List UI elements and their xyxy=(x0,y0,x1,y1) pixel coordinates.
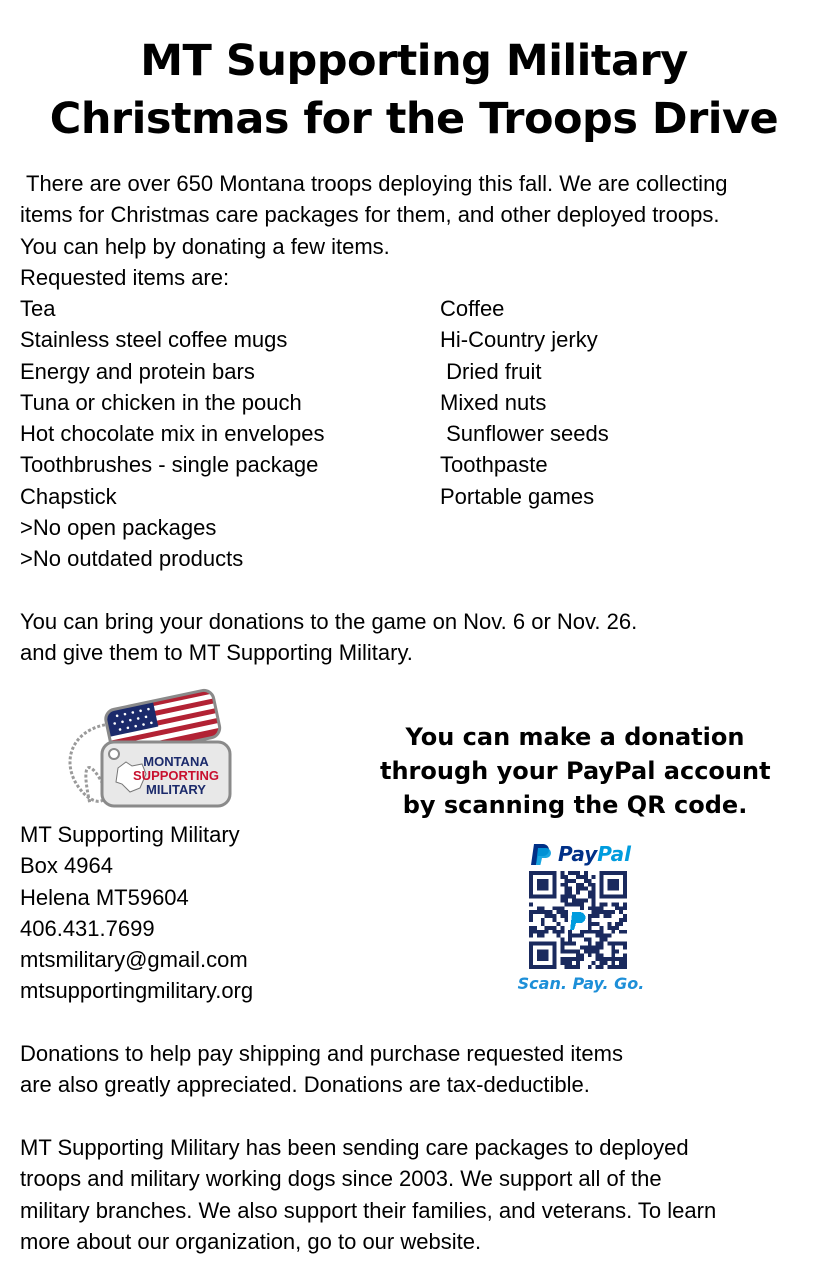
item-left: Stainless steel coffee mugs xyxy=(20,327,288,353)
item-left: Chapstick xyxy=(20,483,117,509)
contact-website[interactable]: mtsupportingmilitary.org xyxy=(20,978,254,1004)
item-right: Hi-Country jerky xyxy=(440,327,598,353)
contact-phone[interactable]: 406.431.7699 xyxy=(20,915,155,941)
front-dog-tag-icon xyxy=(102,742,230,806)
contact-city: Helena MT59604 xyxy=(20,884,189,910)
contact-info xyxy=(20,819,253,1007)
item-restrictions xyxy=(20,512,243,575)
item-right: Coffee xyxy=(440,296,505,321)
paypal-donation-message xyxy=(380,720,770,822)
paypal-message-line-1: You can make a donation xyxy=(405,723,745,751)
restriction-1: >No open packages xyxy=(20,515,217,540)
title-line-1: MT Supporting Military xyxy=(140,36,688,86)
item-right: Mixed nuts xyxy=(440,389,547,415)
about-line-1: MT Supporting Military has been sending care packages to deployed xyxy=(20,1135,689,1160)
paypal-p-icon xyxy=(530,842,552,866)
paypal-logo xyxy=(530,840,631,868)
donations-paragraph xyxy=(20,1038,623,1101)
qr-caption: Scan. Pay. Go. xyxy=(517,974,645,993)
item-row xyxy=(20,481,720,512)
title-line-2: Christmas for the Troops Drive xyxy=(49,94,779,144)
contact-email[interactable]: mtsmilitary@gmail.com xyxy=(20,947,248,973)
item-right: Sunflower seeds xyxy=(440,421,609,447)
intro-paragraph xyxy=(20,168,728,293)
dropoff-line-1: You can bring your donations to the game on Nov. 6 or Nov. 26. xyxy=(20,609,638,634)
item-row xyxy=(20,449,720,480)
intro-line-4: Requested items are: xyxy=(20,264,230,290)
paypal-brand-pal: Pal xyxy=(597,842,632,866)
item-left: Energy and protein bars xyxy=(20,358,255,384)
intro-line-2: items for Christmas care packages for them, and other deployed troops. xyxy=(20,202,720,228)
item-right: Portable games xyxy=(440,483,595,509)
paypal-message-line-3: by scanning the QR code. xyxy=(402,791,748,819)
dropoff-paragraph xyxy=(20,606,637,669)
about-line-3: military branches. We also support their families, and veterans. To learn xyxy=(20,1197,717,1223)
item-left: Tea xyxy=(20,296,56,321)
item-left: Tuna or chicken in the pouch xyxy=(20,389,302,415)
donations-line-1: Donations to help pay shipping and purchase requested items xyxy=(20,1041,623,1066)
logo-text-montana: MONTANA xyxy=(143,754,209,769)
contact-name: MT Supporting Military xyxy=(20,822,240,847)
dropoff-line-2: and give them to MT Supporting Military. xyxy=(20,640,413,666)
about-paragraph xyxy=(20,1132,716,1257)
item-row xyxy=(20,418,720,449)
mt-supporting-military-logo xyxy=(60,684,240,819)
restriction-2: >No outdated products xyxy=(20,546,244,572)
item-right: Toothpaste xyxy=(440,452,548,478)
paypal-qr-code[interactable] xyxy=(529,871,627,969)
contact-box: Box 4964 xyxy=(20,853,113,879)
intro-line-3: You can help by donating a few items. xyxy=(20,233,390,259)
item-row xyxy=(20,387,720,418)
item-left: Toothbrushes - single package xyxy=(20,452,319,478)
item-right: Dried fruit xyxy=(440,358,542,384)
paypal-brand-pay: Pay xyxy=(558,842,598,866)
item-row xyxy=(20,293,720,324)
item-row xyxy=(20,356,720,387)
about-line-2: troops and military working dogs since 2003. We support all of the xyxy=(20,1166,662,1192)
intro-line-1: There are over 650 Montana troops deploying this fall. We are collecting xyxy=(26,171,728,196)
logo-text-military: MILITARY xyxy=(146,782,206,797)
item-row xyxy=(20,324,720,355)
requested-items-list xyxy=(20,293,720,512)
about-line-4: more about our organization, go to our website. xyxy=(20,1228,482,1254)
donations-line-2: are also greatly appreciated. Donations are tax-deductible. xyxy=(20,1072,590,1098)
flyer-title xyxy=(0,32,828,148)
item-left: Hot chocolate mix in envelopes xyxy=(20,421,325,447)
logo-text-supporting: SUPPORTING xyxy=(133,768,219,783)
paypal-message-line-2: through your PayPal account xyxy=(380,757,771,785)
